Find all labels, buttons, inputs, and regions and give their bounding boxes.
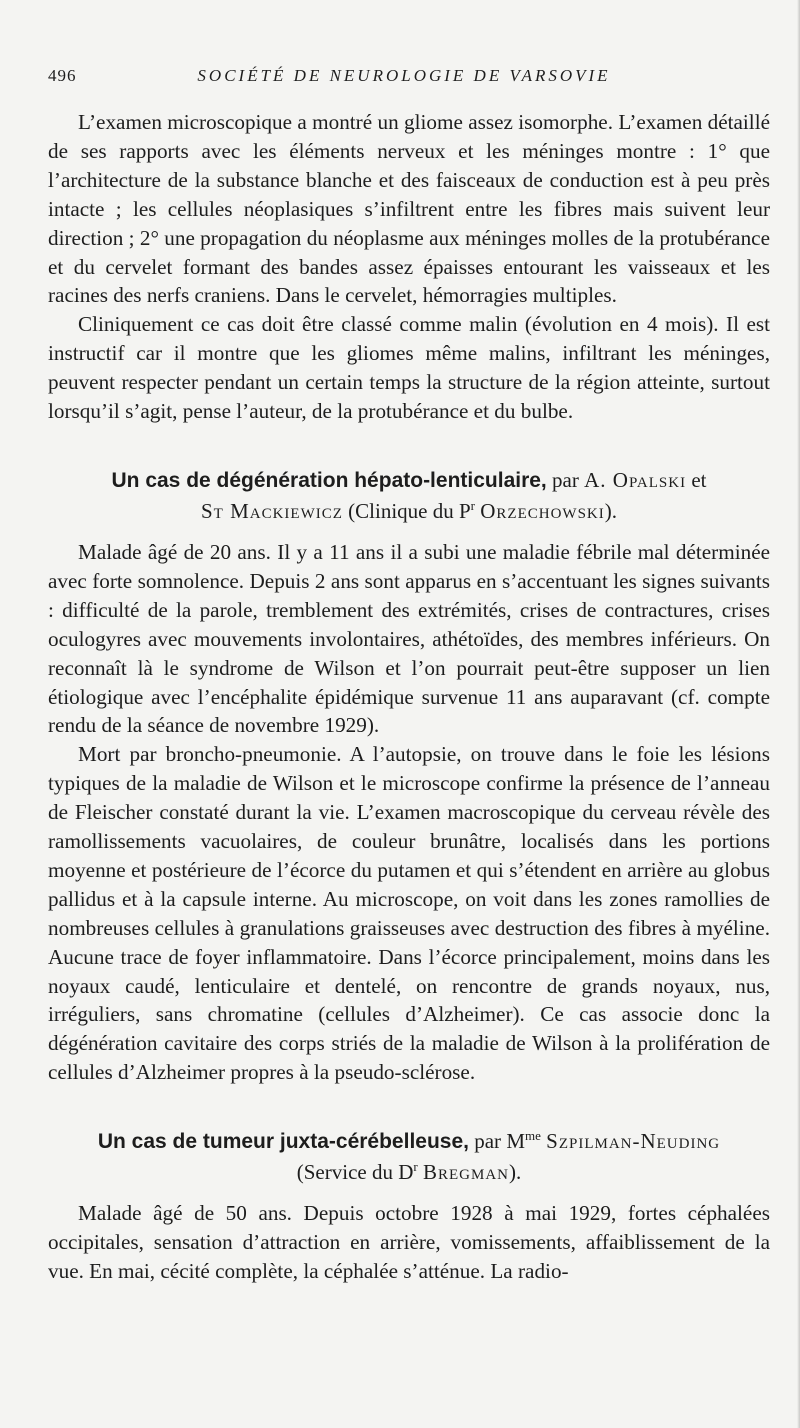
paragraph: Malade âgé de 20 ans. Il y a 11 ans il a subi une maladie fébrile mal déterminée avec forte somnolence. Depuis 2 ans sont apparus en s’accentuant les signes suivants : difficulté de la parole, tremblement des extrémités, crises de contractures, crises oculogyres avec mouvements involontaires, athétoïdes, des membres inférieurs. On reconnaît là le syndrome de Wilson et l’on pourrait peut-être supposer un lien étiologique avec l’encéphalite épidémique survenue 11 ans auparavant (cf. compte rendu de la séance de novembre 1929). [48,539,770,738]
paragraph: L’examen microscopique a montré un gliome assez isomorphe. L’examen détaillé de ses rapports avec les éléments nerveux et les méninges montre : 1° que l’architecture de la substance blanche et des faisceaux de conduction est à peu près intacte ; les cellules néoplasiques s’infiltrent entre les fibres mais suivent leur direction ; 2° une propagation du néoplasme aux méninges molles de la protubérance et du cervelet formant des bandes assez épaisses entourant les vaisseaux et les racines des nerfs craniens. Dans le cervelet, hémorragies multiples. [48,110,770,308]
section-title: Un cas de tumeur juxta-cérébelleuse, [97,1130,469,1154]
title-abbrev: $M^{me}$ [506,1128,541,1154]
paragraph: Malade âgé de 50 ans. Depuis octobre 1928 à mai 1929, fortes céphalées occipitales, sensation d’attraction en arrière, vomissements, affaiblissement de la vue. En mai, cécité complète, la céphalée s’atténue. La radio- [48,1201,770,1283]
clinic-name: Orzechowski [480,498,605,523]
by-word: par [552,467,579,492]
section-title: Un cas de dégénération hépato-lenticulaire, [111,468,547,492]
page-header [48,66,760,92]
running-head: SOCIÉTÉ DE NEUROLOGIE DE VARSOVIE [197,66,611,85]
by-word: par [474,1129,502,1154]
page-number: 496 [48,66,77,85]
service-name: Bregman [422,1160,509,1185]
section-heading [48,1126,770,1187]
clinic-label: (Clinique du [348,498,454,523]
service-label: (Service du [296,1160,393,1185]
closing-punct: ). [604,498,618,523]
author-name: St Mackiewicz [200,498,343,523]
title-abbrev: $D^r$ [398,1159,418,1185]
paragraph: Mort par broncho-pneumonie. A l’autopsie, on trouve dans le foie les lésions typiques de la maladie de Wilson et le microscope confirme la présence de l’anneau de Fleischer constaté durant la vie. L’examen macroscopique du cerveau révèle des ramollissements vacuolaires, de couleur brunâtre, localisés dans les portions moyenne et postérieure de l’écorce du putamen et qui s’étendent en arrière au globus pallidus et à la capsule interne. Au microscope, on voit dans les zones ramollies de nombreuses cellules à granulations graisseuses avec destruction des fibres à myéline. Aucune trace de foyer inflammatoire. Dans l’écorce principalement, moins dans les noyaux caudé, lenticulaire et dentelé, on rencontre de grands noyaux, nus, irréguliers, sans chromatine (cellules d’Alzheimer). Ce cas associe donc la dégénération cavitaire des corps striés de la maladie de Wilson à la prolifération de cellules d’Alzheimer propres à la pseudo-sclérose. [48,742,770,1085]
and-word: et [691,467,707,492]
page-body [48,108,770,1286]
author-name: Szpilman-Neuding [546,1129,721,1154]
section-heading [48,465,770,526]
author-name: A. Opalski [584,467,687,492]
title-abbrev: $P^r$ [458,497,476,523]
closing-punct: ). [509,1160,522,1185]
paragraph: Cliniquement ce cas doit être classé comme malin (évolution en 4 mois). Il est instructif car il montre que les gliomes même malins, infiltrant les méninges, peuvent respecter pendant un certain temps la structure de la région atteinte, surtout lorsqu’il s’agit, pense l’auteur, de la protubérance et du bulbe. [48,312,770,424]
